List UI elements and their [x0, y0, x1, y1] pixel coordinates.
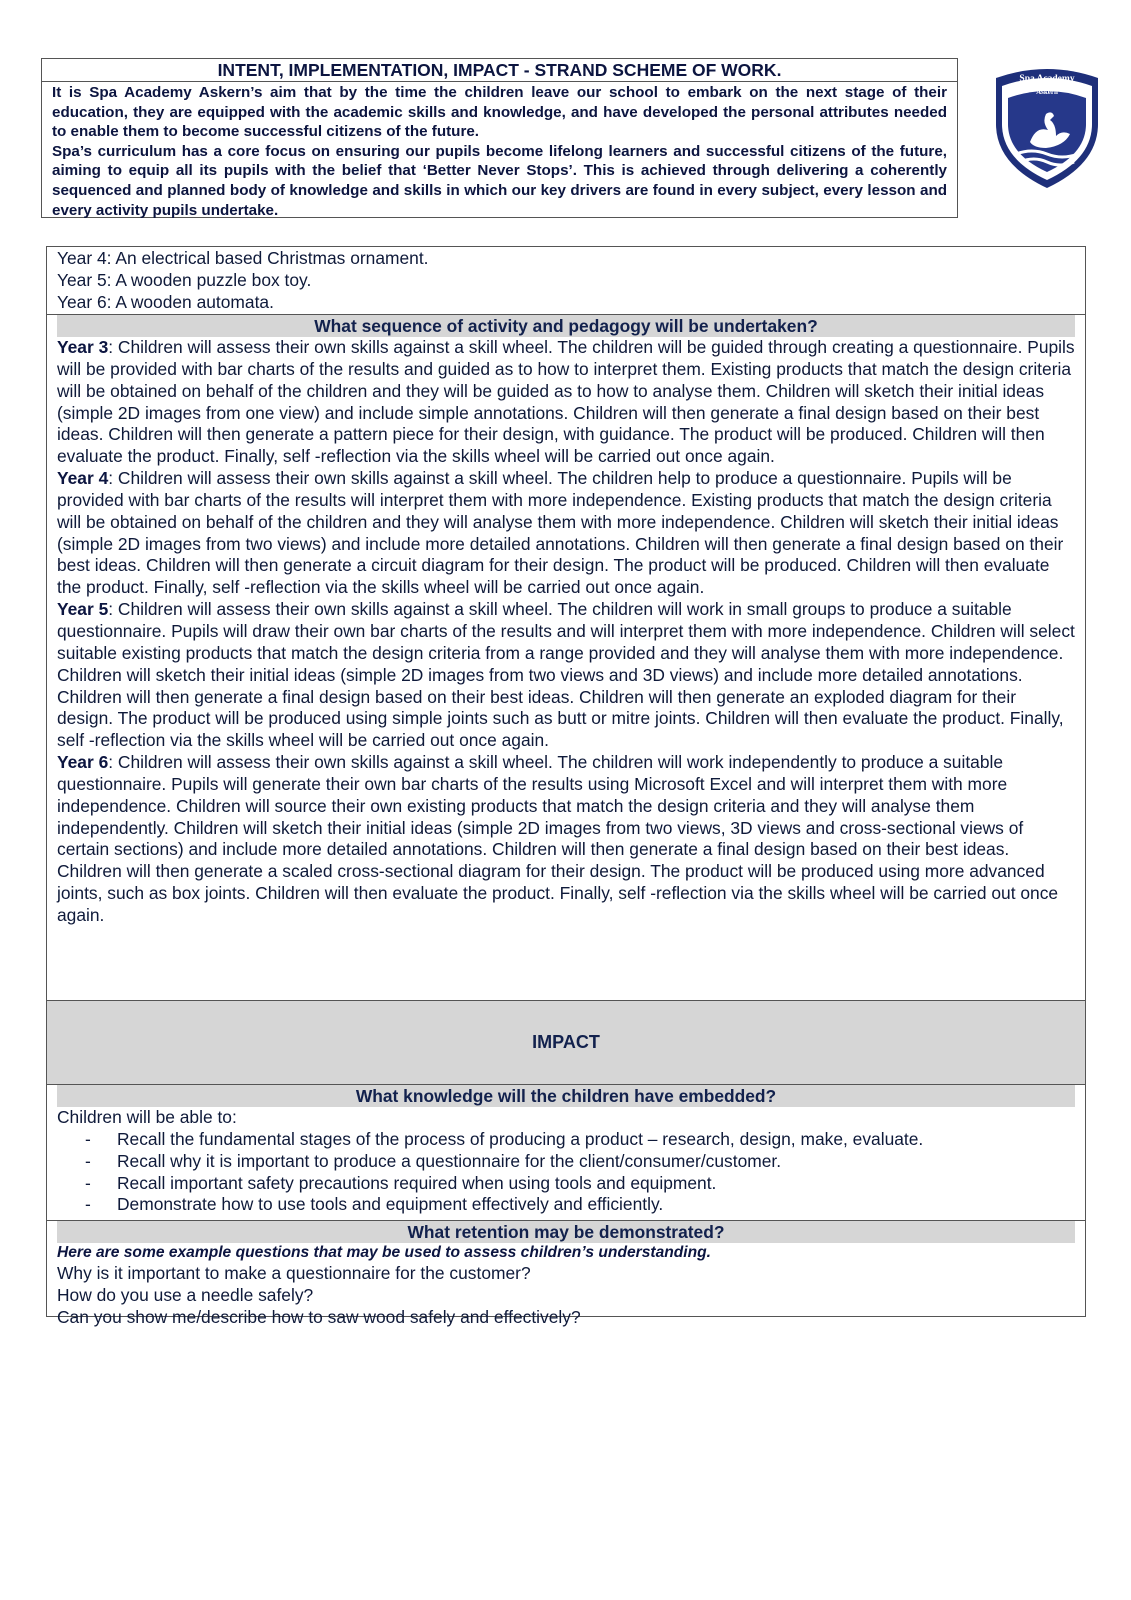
impact-heading: IMPACT [47, 1001, 1085, 1085]
year-label: Year 6 [57, 752, 109, 773]
year-3-paragraph [57, 337, 1075, 468]
year-6-paragraph [57, 752, 1075, 927]
list-item: - Recall the fundamental stages of the process of producing a product – research, design, make, evaluate. [85, 1128, 924, 1149]
bullet-marker: - [85, 1172, 91, 1193]
year-description: : Children will assess their own skills against a skill wheel. The children will work independently to produce a suitable questionnaire. Pupils will generate their own bar charts of the results using Microsoft Excel and will interpret them with more independence. Children will source their own existing products that match the design criteria and they will analyse them independently. Children will sketch their initial ideas (simple 2D images from two views, 3D views and cross-sectional views of certain sections) and include more detailed annotations. Children will then generate a final design based on their best ideas. Children will then generate a scaled cross-sectional diagram for their design. The product will be produced using more advanced joints, such as box joints. Children will then evaluate the product. Finally, self -reflection via the skills wheel will be carried out once again. [57, 752, 1059, 925]
list-item: - Recall important safety precautions required when using tools and equipment. [85, 1172, 717, 1193]
retention-section [47, 1221, 1085, 1329]
knowledge-intro: Children will be able to: [57, 1107, 237, 1127]
list-item: - Recall why it is important to produce a questionnaire for the client/consumer/customer. [85, 1150, 782, 1171]
project-year-5: Year 5: A wooden puzzle box toy. [57, 270, 312, 290]
projects-list [47, 247, 1085, 315]
year-description: : Children will assess their own skills against a skill wheel. The children will be guided through creating a questionnaire. Pupils will be provided with bar charts of the results and guided as to how to interpret them. Existing products that match the design criteria will be obtained on behalf of the children and they will be guided as to how to analyse them. Children will sketch their initial ideas (simple 2D images from one view) and include simple annotations. Children will then generate a final design based on their best ideas. Children will then generate a pattern piece for their design, with guidance. The product will be produced. Children will then evaluate the product. Finally, self -reflection via the skills wheel will be carried out once again. [57, 337, 1075, 467]
question-list [47, 1263, 1085, 1329]
bullet-marker: - [85, 1194, 91, 1215]
knowledge-heading: What knowledge will the children have embedded? [57, 1085, 1075, 1107]
year-description: : Children will assess their own skills against a skill wheel. The children help to produce a questionnaire. Pupils will be provided with bar charts of the results will interpret them with more independence. Existing products that match the design criteria will be obtained on behalf of the children and they will analyse them with more independence. Children will sketch their initial ideas (simple 2D images from two views) and include more detailed annotations. Children will then generate a final design based on their best ideas. Children will then generate a circuit diagram for their design. The product will be produced. Children will then evaluate the product. Finally, self -reflection via the skills wheel will be carried out once again. [57, 468, 1064, 598]
school-aim-text [42, 82, 957, 220]
logo-name: Spa Academy [1019, 74, 1075, 84]
knowledge-section [47, 1085, 1085, 1221]
year-label: Year 5 [57, 599, 109, 620]
pedagogy-section [47, 315, 1085, 1001]
retention-intro: Here are some example questions that may be used to assess children’s understanding. [57, 1244, 712, 1261]
question-item: Why is it important to make a questionnaire for the customer? [57, 1263, 531, 1283]
pedagogy-text [47, 337, 1085, 927]
aim-paragraph: It is Spa Academy Askern’s aim that by the time the children leave our school to embark on the next stage of their education, they are equipped with the academic skills and knowledge, and have developed the personal attributes needed to enable them to become successful citizens of the future. [52, 84, 947, 141]
retention-heading: What retention may be demonstrated? [57, 1221, 1075, 1243]
year-description: : Children will assess their own skills against a skill wheel. The children will work in small groups to produce a suitable questionnaire. Pupils will draw their own bar charts of the results and will interpret them with more independence. Children will select suitable existing products that match the design criteria from a range provided and they will analyse them with more independence. Children will sketch their initial ideas (simple 2D images from two views and 3D views) and include more detailed annotations. Children will then generate a final design based on their best ideas. Children will then generate an exploded diagram for their design. The product will be produced using simple joints such as butt or mitre joints. Children will then evaluate the product. Finally, self -reflection via the skills wheel will be carried out once again. [57, 599, 1075, 751]
year-4-paragraph [57, 468, 1075, 599]
year-label: Year 3 [57, 337, 109, 357]
curriculum-paragraph: Spa’s curriculum has a core focus on ensuring our pupils become lifelong learners and successful citizens of the future, aiming to equip all its pupils with the belief that ‘Better Never Stops’. This is achieved through delivering a coherently sequenced and planned body of knowledge and skills in which our key drivers are found in every subject, every lesson and every activity pupils undertake. [52, 142, 947, 219]
list-item: - Demonstrate how to use tools and equipment effectively and efficiently. [85, 1194, 664, 1215]
year-label: Year 4 [57, 468, 109, 489]
project-year-4: Year 4: An electrical based Christmas ornament. [57, 248, 429, 268]
intent-header-box [41, 58, 958, 218]
knowledge-list [47, 1129, 1085, 1216]
bullet-marker: - [85, 1128, 91, 1149]
question-item: Can you show me/describe how to saw wood safely and effectively? [57, 1306, 581, 1327]
logo-location: Askern [1036, 88, 1058, 96]
page-title: INTENT, IMPLEMENTATION, IMPACT - STRAND SCHEME OF WORK. [42, 59, 957, 82]
year-5-paragraph [57, 599, 1075, 752]
pedagogy-heading: What sequence of activity and pedagogy will be undertaken? [57, 315, 1075, 337]
school-logo [990, 64, 1104, 192]
scheme-table [46, 246, 1086, 1327]
project-year-6: Year 6: A wooden automata. [57, 292, 274, 312]
question-item: How do you use a needle safely? [57, 1284, 314, 1305]
bullet-marker: - [85, 1150, 91, 1171]
